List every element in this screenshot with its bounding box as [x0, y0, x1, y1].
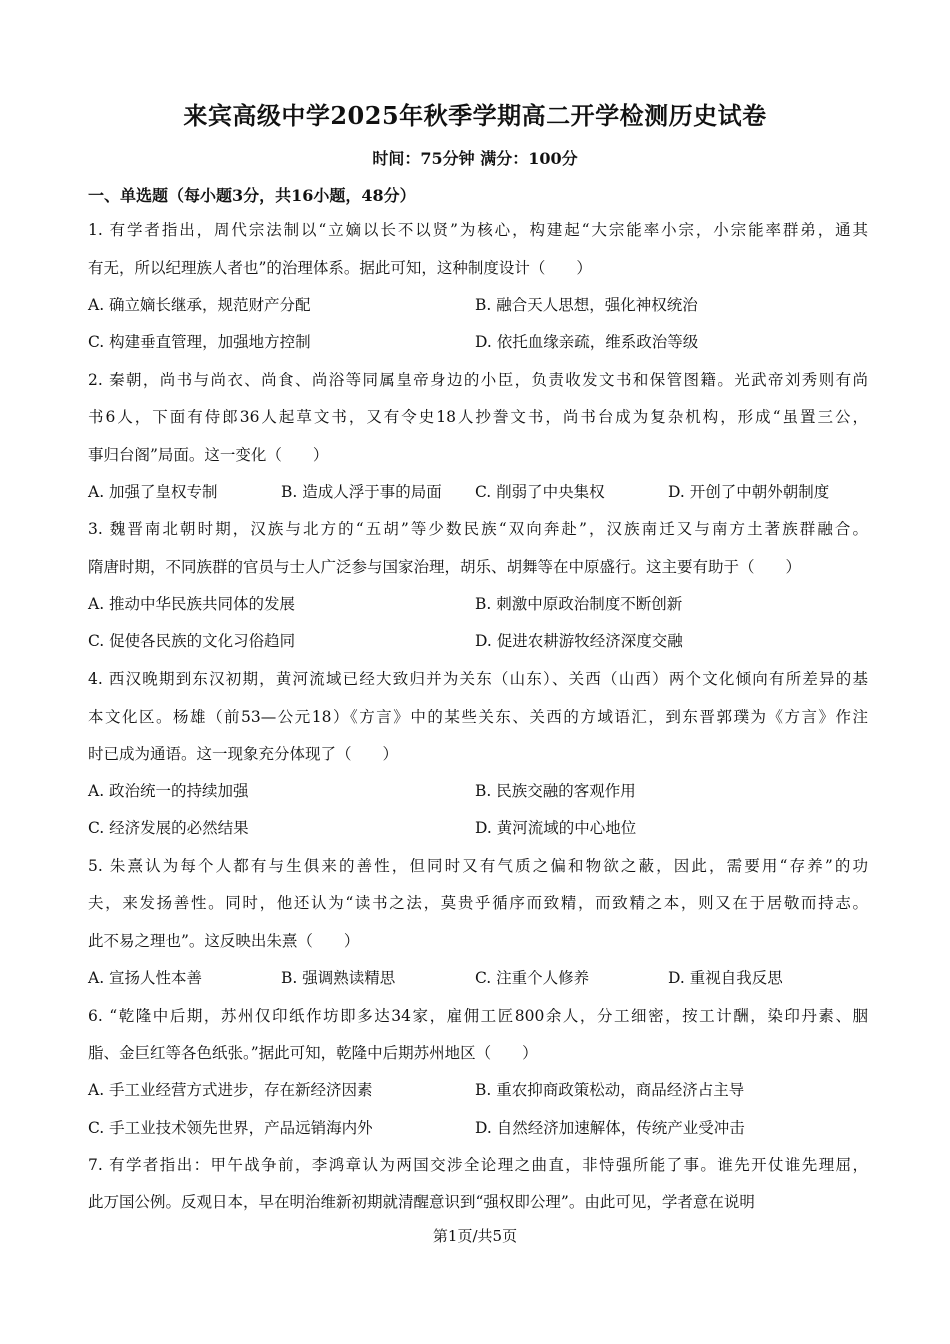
q1-stem-line-1: 1. 有学者指出，周代宗法制以“立嫡以长不以贤”为核心，构建起“大宗能率小宗，小宗能率群弟，通其 — [88, 221, 868, 239]
q7-stem-line-2: 此万国公例。反观日本，早在明治维新初期就清醒意识到“强权即公理”。由此可见，学者意在说明 — [88, 1193, 755, 1211]
q4-stem-line-3: 时已成为通语。这一现象充分体现了（ ） — [88, 745, 399, 763]
q1-option-c: C. 构建垂直管理，加强地方控制 — [88, 333, 311, 351]
page-number: 第1页/共5页 — [432, 1227, 518, 1245]
q6-option-c: C. 手工业技术领先世界，产品远销海内外 — [88, 1119, 373, 1137]
exam-time-score: 时间：75分钟 满分：100分 — [372, 149, 578, 168]
q3-option-a: A. 推动中华民族共同体的发展 — [88, 595, 296, 613]
q2-stem-line-1: 2. 秦朝，尚书与尚衣、尚食、尚浴等同属皇帝身边的小臣，负责收发文书和保管图籍。光武帝刘秀则有尚 — [88, 371, 868, 389]
q4-stem-line-1: 4. 西汉晚期到东汉初期，黄河流域已经大致归并为关东（山东）、关西（山西）两个文化倾向有所差异的基 — [88, 670, 868, 688]
q2-option-a: A. 加强了皇权专制 — [88, 483, 218, 501]
q4-option-b: B. 民族交融的客观作用 — [475, 782, 636, 800]
q6-option-b: B. 重农抑商政策松动，商品经济占主导 — [475, 1081, 745, 1099]
q5-stem-line-1: 5. 朱熹认为每个人都有与生俱来的善性，但同时又有气质之偏和物欲之蔽，因此，需要用“存养”的功 — [88, 857, 868, 875]
q3-option-b: B. 刺激中原政治制度不断创新 — [475, 595, 683, 613]
q1-option-a: A. 确立嫡长继承，规范财产分配 — [88, 296, 311, 314]
q3-stem-line-1: 3. 魏晋南北朝时期，汉族与北方的“五胡”等少数民族“双向奔赴”，汉族南迁又与南方土著族群融合。 — [88, 520, 868, 538]
q7-stem-line-1: 7. 有学者指出：甲午战争前，李鸿章认为两国交涉全论理之曲直，非恃强所能了事。谁先开仗谁先理屈， — [88, 1156, 868, 1174]
q6-option-d: D. 自然经济加速解体，传统产业受冲击 — [475, 1119, 745, 1137]
q3-option-c: C. 促使各民族的文化习俗趋同 — [88, 632, 296, 650]
q2-option-c: C. 削弱了中央集权 — [475, 483, 605, 501]
q1-option-b: B. 融合天人思想，强化神权统治 — [475, 296, 698, 314]
q2-option-b: B. 造成人浮于事的局面 — [281, 483, 442, 501]
q6-option-a: A. 手工业经营方式进步，存在新经济因素 — [88, 1081, 373, 1099]
exam-title: 来宾高级中学2025年秋季学期高二开学检测历史试卷 — [183, 101, 767, 130]
q1-option-d: D. 依托血缘亲疏，维系政治等级 — [475, 333, 699, 351]
q2-option-d: D. 开创了中朝外朝制度 — [668, 483, 830, 501]
q3-stem-line-2: 隋唐时期，不同族群的官员与士人广泛参与国家治理，胡乐、胡舞等在中原盛行。这主要有助于（ ） — [88, 558, 802, 576]
q5-option-d: D. 重视自我反思 — [668, 969, 783, 987]
q6-stem-line-2: 脂、金巨红等各色纸张。”据此可知，乾隆中后期苏州地区（ ） — [88, 1044, 538, 1062]
q1-stem-line-2: 有无，所以纪理族人者也”的治理体系。据此可知，这种制度设计（ ） — [88, 259, 592, 277]
q3-option-d: D. 促进农耕游牧经济深度交融 — [475, 632, 683, 650]
q4-option-c: C. 经济发展的必然结果 — [88, 819, 249, 837]
q2-stem-line-2: 书6人，下面有侍郎36人起草文书，又有令史18人抄誊文书，尚书台成为复杂机构，形成“虽置三公， — [88, 408, 868, 426]
section-heading: 一、单选题（每小题3分，共16小题，48分） — [88, 186, 416, 205]
q2-stem-line-3: 事归台阁”局面。这一变化（ ） — [88, 446, 329, 464]
q5-option-c: C. 注重个人修养 — [475, 969, 590, 987]
q5-stem-line-3: 此不易之理也”。这反映出朱熹（ ） — [88, 932, 360, 950]
q4-option-a: A. 政治统一的持续加强 — [88, 782, 249, 800]
q6-stem-line-1: 6. “乾隆中后期，苏州仅印纸作坊即多达34家，雇佣工匠800余人，分工细密，按工计酬，染印丹素、胭 — [88, 1007, 868, 1025]
q4-option-d: D. 黄河流域的中心地位 — [475, 819, 637, 837]
q5-option-a: A. 宣扬人性本善 — [88, 969, 203, 987]
q5-stem-line-2: 夫，来发扬善性。同时，他还认为“读书之法，莫贵乎循序而致精，而致精之本，则又在于居敬而持志。 — [88, 894, 868, 912]
q5-option-b: B. 强调熟读精思 — [281, 969, 396, 987]
q4-stem-line-2: 本文化区。杨雄（前53—公元18）《方言》中的某些关东、关西的方域语汇，到东晋郭璞为《方言》作注 — [88, 708, 868, 726]
